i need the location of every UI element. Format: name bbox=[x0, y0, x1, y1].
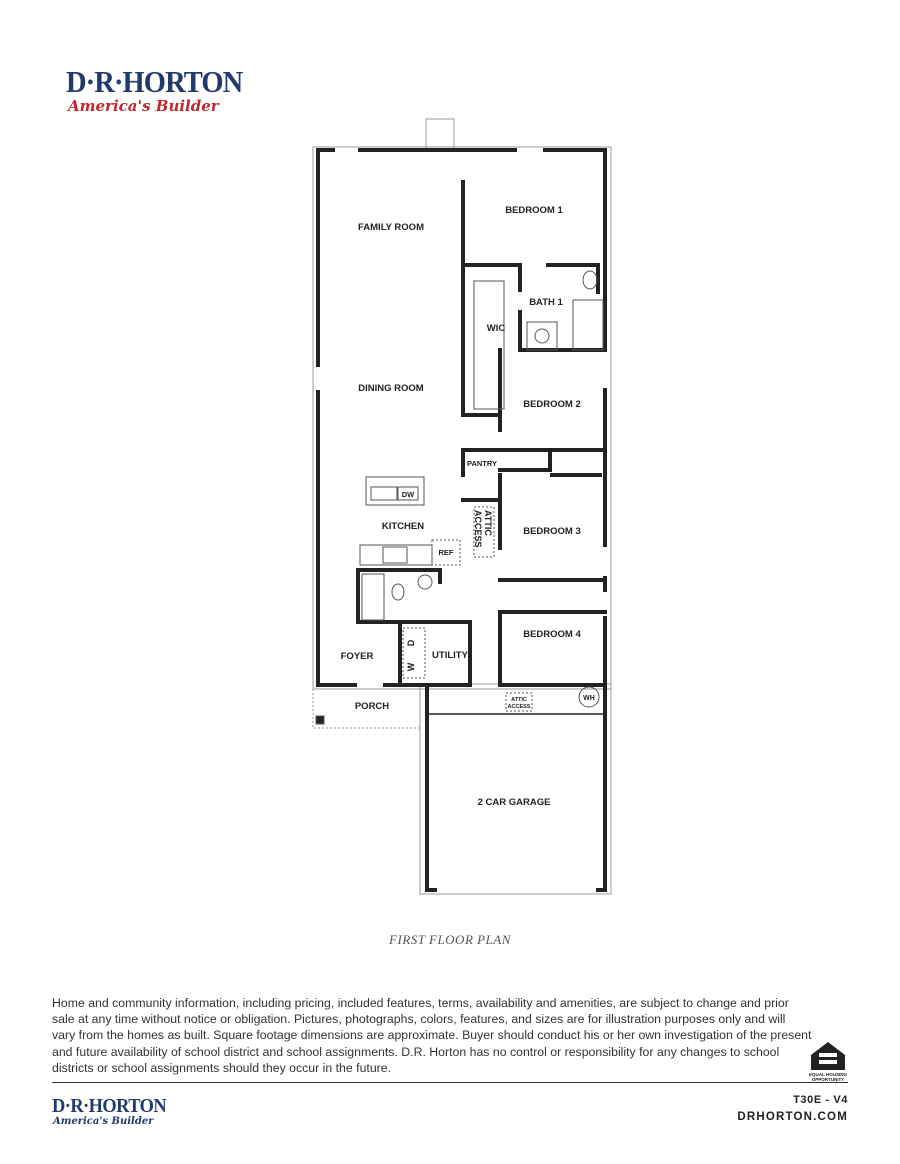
disclaimer-text: Home and community information, including pricing, included features, terms, availability and amenities, are subject to change and prior sale at any time without notice or obligation. Pictures, photographs, colors, features, and sizes are for illustration purposes only and will vary from the homes as built. Square footage dimensions are approximate. Buyer should conduct his or her own investigation of the present and future availability of school district and school assignments. D.R. Horton has no control or responsibility for any changes to school districts or school assignments should they occur in the future. bbox=[52, 996, 812, 1075]
brand-tagline-bottom: America's Builder bbox=[53, 1116, 154, 1127]
wall-garage bbox=[427, 685, 605, 890]
label-garage-attic-2: ACCESS bbox=[507, 704, 531, 710]
porch-post bbox=[316, 716, 324, 724]
label-bedroom-4: BEDROOM 4 bbox=[523, 629, 581, 640]
label-bedroom-3: BEDROOM 3 bbox=[523, 526, 581, 537]
drhorton-logo-bottom bbox=[52, 1095, 167, 1131]
label-foyer: FOYER bbox=[340, 651, 374, 662]
garage-outline bbox=[420, 684, 611, 894]
range bbox=[383, 547, 407, 563]
brand-name-bottom: D·R·HORTON bbox=[52, 1095, 167, 1117]
brand-name: D·R·HORTON bbox=[66, 64, 243, 99]
label-garage: 2 CAR GARAGE bbox=[477, 797, 551, 808]
label-washer: W bbox=[406, 662, 416, 672]
wall-wic bbox=[463, 265, 500, 415]
label-bath-1: BATH 1 bbox=[529, 297, 563, 308]
label-attic-2: ACCESS bbox=[473, 510, 483, 548]
label-bedroom-2: BEDROOM 2 bbox=[523, 399, 581, 410]
label-family-room: FAMILY ROOM bbox=[358, 222, 424, 233]
kitchen-sink bbox=[371, 487, 397, 500]
plan-caption: FIRST FLOOR PLAN bbox=[389, 932, 511, 947]
wall-pantry bbox=[463, 450, 600, 500]
bath1-shower bbox=[573, 300, 603, 350]
label-ref: REF bbox=[438, 548, 454, 557]
wall-bedroom1 bbox=[463, 182, 598, 292]
website-link[interactable]: DRHORTON.COM bbox=[737, 1111, 848, 1123]
label-wh: WH bbox=[583, 695, 595, 702]
chimney bbox=[426, 119, 454, 149]
label-pantry: PANTRY bbox=[467, 459, 497, 468]
label-dryer: D bbox=[406, 639, 416, 647]
kitchen-island bbox=[366, 477, 424, 505]
label-dw: DW bbox=[401, 490, 415, 499]
bathtub bbox=[362, 574, 384, 620]
footer-divider bbox=[52, 1082, 848, 1083]
bath1-toilet bbox=[583, 271, 597, 289]
label-garage-attic-1: ATTIC bbox=[511, 697, 527, 703]
label-wic: WIC bbox=[486, 323, 506, 334]
label-utility: UTILITY bbox=[432, 650, 468, 661]
bath1-sink-bowl bbox=[535, 329, 549, 343]
equal-housing-text: EQUAL HOUSING OPPORTUNITY bbox=[809, 1072, 847, 1082]
plan-code: T30E - V4 bbox=[793, 1094, 848, 1106]
wall-left bbox=[318, 150, 355, 685]
bath2-sink bbox=[418, 575, 432, 589]
label-attic-1: ATTIC bbox=[483, 510, 493, 536]
brand-tagline: America's Builder bbox=[68, 97, 219, 115]
label-kitchen: KITCHEN bbox=[381, 521, 425, 532]
kitchen-counter bbox=[360, 545, 432, 565]
label-porch: PORCH bbox=[354, 701, 390, 712]
label-bedroom-1: BEDROOM 1 bbox=[505, 205, 563, 216]
wall-bath2 bbox=[358, 570, 440, 622]
bath1-sink bbox=[527, 322, 557, 350]
bath2-toilet bbox=[392, 584, 404, 600]
label-dining-room: DINING ROOM bbox=[358, 383, 424, 394]
wall-bedroom4 bbox=[500, 612, 605, 685]
